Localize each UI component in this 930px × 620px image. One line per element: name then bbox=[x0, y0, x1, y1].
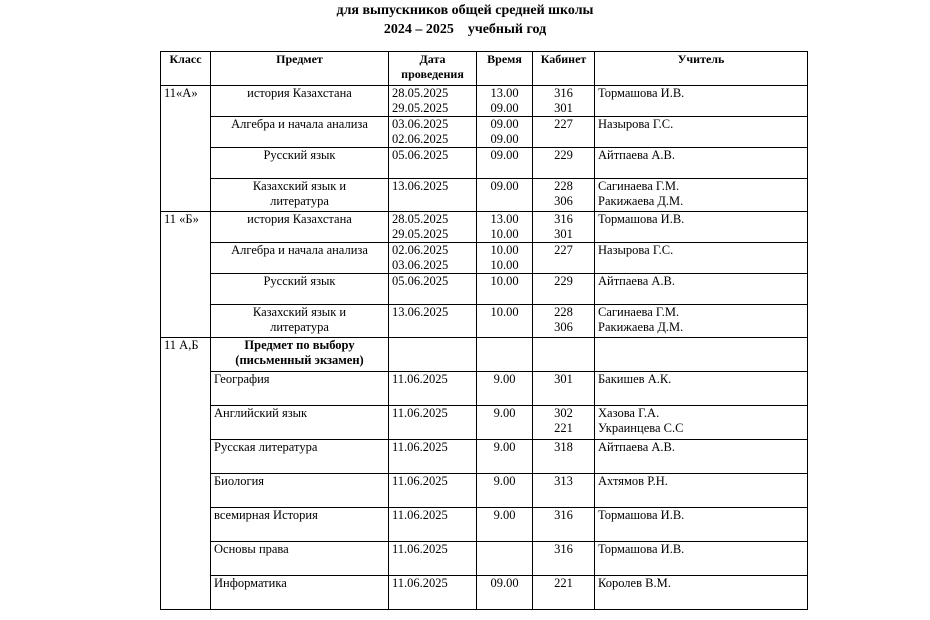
time-cell bbox=[477, 179, 533, 212]
room-cell bbox=[533, 274, 595, 305]
time-cell bbox=[477, 86, 533, 117]
subject-cell bbox=[211, 148, 389, 179]
room-cell-line1: 227 bbox=[554, 117, 573, 131]
time-cell bbox=[477, 305, 533, 338]
teacher-cell bbox=[595, 305, 808, 338]
room-cell-line2: 301 bbox=[554, 101, 573, 115]
room-cell-line1: 316 bbox=[554, 86, 573, 100]
table-row bbox=[161, 372, 808, 406]
time-cell-line1: 9.00 bbox=[493, 440, 516, 454]
subject-cell-line2: литература bbox=[270, 194, 329, 208]
date-cell bbox=[389, 338, 477, 372]
subject-cell bbox=[211, 508, 389, 542]
teacher-cell-line1: Тормашова И.В. bbox=[598, 86, 685, 100]
subject-cell bbox=[211, 305, 389, 338]
room-cell bbox=[533, 305, 595, 338]
table-row bbox=[161, 305, 808, 338]
teacher-cell bbox=[595, 338, 808, 372]
column-header-teacher: Учитель bbox=[595, 52, 808, 86]
room-cell-line1: 221 bbox=[554, 576, 573, 590]
column-header-time: Время bbox=[477, 52, 533, 86]
teacher-cell-line1: Хазова Г.А. bbox=[598, 406, 660, 420]
room-cell bbox=[533, 338, 595, 372]
table-row bbox=[161, 179, 808, 212]
date-cell-line1: 11.06.2025 bbox=[392, 474, 448, 488]
class-cell-line1: 11 «Б» bbox=[164, 212, 199, 226]
date-cell-line1: 13.06.2025 bbox=[392, 179, 449, 193]
teacher-cell bbox=[595, 474, 808, 508]
time-cell bbox=[477, 372, 533, 406]
subject-cell-line1: Алгебра и начала анализа bbox=[231, 243, 368, 257]
teacher-cell-line1: Айтпаева А.В. bbox=[598, 274, 675, 288]
exam-schedule-table bbox=[160, 51, 808, 610]
teacher-cell bbox=[595, 406, 808, 440]
room-cell bbox=[533, 508, 595, 542]
teacher-cell-line2: Украинцева С.С bbox=[598, 421, 684, 435]
subject-cell-line2: литература bbox=[270, 320, 329, 334]
subject-cell bbox=[211, 406, 389, 440]
date-cell bbox=[389, 117, 477, 148]
table-row bbox=[161, 576, 808, 610]
time-cell-line1: 09.00 bbox=[490, 148, 519, 162]
date-cell-line1: 13.06.2025 bbox=[392, 305, 449, 319]
table-row bbox=[161, 406, 808, 440]
date-cell bbox=[389, 576, 477, 610]
table-row bbox=[161, 86, 808, 117]
subject-cell bbox=[211, 576, 389, 610]
teacher-cell bbox=[595, 212, 808, 243]
time-cell-line2: 10.00 bbox=[490, 258, 519, 272]
room-cell bbox=[533, 474, 595, 508]
time-cell-line2: 09.00 bbox=[490, 132, 519, 146]
teacher-cell bbox=[595, 440, 808, 474]
time-cell bbox=[477, 542, 533, 576]
teacher-cell bbox=[595, 86, 808, 117]
room-cell-line1: 313 bbox=[554, 474, 573, 488]
time-cell-line1: 13.00 bbox=[490, 86, 519, 100]
date-cell bbox=[389, 542, 477, 576]
room-cell bbox=[533, 212, 595, 243]
academic-year: 2024 – 2025 bbox=[383, 22, 454, 37]
room-cell-line1: 318 bbox=[554, 440, 573, 454]
column-header-date bbox=[389, 52, 477, 86]
date-cell bbox=[389, 179, 477, 212]
date-cell bbox=[389, 474, 477, 508]
class-cell bbox=[161, 86, 211, 212]
subject-cell-line1: Русский язык bbox=[263, 148, 336, 162]
subject-cell-line1: Биология bbox=[214, 474, 265, 488]
date-cell-line1: 28.05.2025 bbox=[392, 86, 449, 100]
time-cell-line1: 09.00 bbox=[490, 576, 519, 590]
class-cell-line1: 11«А» bbox=[164, 86, 198, 100]
date-cell bbox=[389, 243, 477, 274]
time-cell bbox=[477, 474, 533, 508]
teacher-cell-line1: Ахтямов Р.Н. bbox=[598, 474, 668, 488]
table-row bbox=[161, 148, 808, 179]
time-cell bbox=[477, 338, 533, 372]
time-cell-line1: 13.00 bbox=[490, 212, 519, 226]
subject-cell bbox=[211, 474, 389, 508]
elective-header-cell bbox=[211, 338, 389, 372]
time-cell bbox=[477, 212, 533, 243]
room-cell-line1: 228 bbox=[554, 305, 573, 319]
room-cell-line1: 316 bbox=[554, 542, 573, 556]
date-cell bbox=[389, 212, 477, 243]
room-cell bbox=[533, 440, 595, 474]
column-header-subject: Предмет bbox=[211, 52, 389, 86]
date-cell-line1: 11.06.2025 bbox=[392, 406, 448, 420]
teacher-cell-line1: Королев В.М. bbox=[598, 576, 671, 590]
subject-cell-line1: история Казахстана bbox=[247, 86, 352, 100]
subject-cell bbox=[211, 542, 389, 576]
subject-cell-line1: Английский язык bbox=[214, 406, 308, 420]
teacher-cell-line1: Тормашова И.В. bbox=[598, 542, 685, 556]
room-cell bbox=[533, 86, 595, 117]
date-cell bbox=[389, 86, 477, 117]
teacher-cell bbox=[595, 243, 808, 274]
date-cell-line2: 02.06.2025 bbox=[392, 132, 449, 146]
date-cell bbox=[389, 372, 477, 406]
teacher-cell-line2: Ракижаева Д.М. bbox=[598, 194, 684, 208]
teacher-cell-line1: Бакишев А.К. bbox=[598, 372, 672, 386]
teacher-cell bbox=[595, 179, 808, 212]
teacher-cell bbox=[595, 508, 808, 542]
subject-cell-line1: Основы права bbox=[214, 542, 289, 556]
time-cell-line2: 10.00 bbox=[490, 227, 519, 241]
elective-header-row bbox=[161, 338, 808, 372]
room-cell bbox=[533, 576, 595, 610]
teacher-cell-line1: Назырова Г.С. bbox=[598, 117, 674, 131]
teacher-cell-line1: Назырова Г.С. bbox=[598, 243, 674, 257]
subject-cell bbox=[211, 212, 389, 243]
teacher-cell bbox=[595, 274, 808, 305]
time-cell bbox=[477, 576, 533, 610]
subject-cell-line1: Русская литература bbox=[214, 440, 318, 454]
date-cell bbox=[389, 440, 477, 474]
date-cell-line1: 11.06.2025 bbox=[392, 508, 448, 522]
teacher-cell-line1: Айтпаева А.В. bbox=[598, 440, 675, 454]
subject-cell bbox=[211, 179, 389, 212]
subject-cell-line1: География bbox=[214, 372, 270, 386]
room-cell-line1: 227 bbox=[554, 243, 573, 257]
time-cell-line1: 09.00 bbox=[490, 117, 519, 131]
table-row bbox=[161, 212, 808, 243]
time-cell bbox=[477, 148, 533, 179]
subject-cell-line1: всемирная История bbox=[214, 508, 318, 522]
time-cell-line1: 9.00 bbox=[493, 406, 516, 420]
date-cell-line1: 05.06.2025 bbox=[392, 274, 449, 288]
subject-cell bbox=[211, 372, 389, 406]
time-cell bbox=[477, 274, 533, 305]
date-cell-line1: 11.06.2025 bbox=[392, 576, 448, 590]
teacher-cell bbox=[595, 576, 808, 610]
room-cell-line1: 228 bbox=[554, 179, 573, 193]
table-row bbox=[161, 508, 808, 542]
room-cell-line1: 229 bbox=[554, 274, 573, 288]
time-cell bbox=[477, 117, 533, 148]
table-header-row bbox=[161, 52, 808, 86]
time-cell-line1: 9.00 bbox=[493, 508, 516, 522]
date-cell bbox=[389, 406, 477, 440]
date-cell-line2: 03.06.2025 bbox=[392, 258, 449, 272]
room-cell-line2: 221 bbox=[554, 421, 573, 435]
document-title-year bbox=[0, 21, 930, 38]
date-cell-line2: 29.05.2025 bbox=[392, 227, 449, 241]
teacher-cell-line1: Сагинаева Г.М. bbox=[598, 179, 680, 193]
date-cell bbox=[389, 508, 477, 542]
academic-year-suffix: учебный год bbox=[467, 22, 547, 37]
subject-cell-line1: Русский язык bbox=[263, 274, 336, 288]
date-cell-line1: 11.06.2025 bbox=[392, 372, 448, 386]
room-cell-line1: 301 bbox=[554, 372, 573, 386]
subject-cell bbox=[211, 117, 389, 148]
time-cell-line1: 10.00 bbox=[490, 274, 519, 288]
subject-cell-line1: Казахский язык и bbox=[252, 179, 347, 193]
subject-cell-line1: история Казахстана bbox=[247, 212, 352, 226]
class-cell bbox=[161, 338, 211, 610]
teacher-cell-line1: Тормашова И.В. bbox=[598, 508, 685, 522]
time-cell-line1: 09.00 bbox=[490, 179, 519, 193]
teacher-cell bbox=[595, 372, 808, 406]
room-cell bbox=[533, 117, 595, 148]
subject-cell bbox=[211, 440, 389, 474]
table-row bbox=[161, 243, 808, 274]
room-cell bbox=[533, 542, 595, 576]
room-cell bbox=[533, 148, 595, 179]
room-cell bbox=[533, 406, 595, 440]
subject-cell bbox=[211, 243, 389, 274]
teacher-cell-line1: Айтпаева А.В. bbox=[598, 148, 675, 162]
class-cell-line1: 11 А,Б bbox=[164, 338, 199, 352]
subject-cell-line1: Алгебра и начала анализа bbox=[231, 117, 368, 131]
date-cell bbox=[389, 305, 477, 338]
time-cell-line1: 10.00 bbox=[490, 243, 519, 257]
time-cell-line2: 09.00 bbox=[490, 101, 519, 115]
time-cell bbox=[477, 508, 533, 542]
time-cell-line1: 9.00 bbox=[493, 372, 516, 386]
time-cell-line1: 10.00 bbox=[490, 305, 519, 319]
document-title-line1: для выпускников общей средней школы bbox=[336, 3, 594, 18]
column-header-date-line2: проведения bbox=[401, 67, 464, 81]
room-cell-line2: 306 bbox=[554, 320, 573, 334]
time-cell bbox=[477, 406, 533, 440]
elective-header-cell-line2: (письменный экзамен) bbox=[235, 353, 364, 367]
room-cell-line1: 316 bbox=[554, 212, 573, 226]
room-cell-line2: 301 bbox=[554, 227, 573, 241]
teacher-cell-line2: Ракижаева Д.М. bbox=[598, 320, 684, 334]
date-cell-line2: 29.05.2025 bbox=[392, 101, 449, 115]
room-cell bbox=[533, 179, 595, 212]
time-cell bbox=[477, 243, 533, 274]
teacher-cell bbox=[595, 542, 808, 576]
elective-header-cell-line1: Предмет по выбору bbox=[244, 338, 355, 352]
time-cell-line1: 9.00 bbox=[493, 474, 516, 488]
teacher-cell bbox=[595, 148, 808, 179]
date-cell-line1: 05.06.2025 bbox=[392, 148, 449, 162]
date-cell-line1: 03.06.2025 bbox=[392, 117, 449, 131]
room-cell bbox=[533, 372, 595, 406]
room-cell-line2: 306 bbox=[554, 194, 573, 208]
date-cell-line1: 11.06.2025 bbox=[392, 542, 448, 556]
subject-cell bbox=[211, 274, 389, 305]
date-cell-line1: 28.05.2025 bbox=[392, 212, 449, 226]
column-header-class: Класс bbox=[161, 52, 211, 86]
column-header-room: Кабинет bbox=[533, 52, 595, 86]
room-cell-line1: 316 bbox=[554, 508, 573, 522]
date-cell bbox=[389, 274, 477, 305]
teacher-cell-line1: Тормашова И.В. bbox=[598, 212, 685, 226]
subject-cell-line1: Казахский язык и bbox=[252, 305, 347, 319]
date-cell-line1: 02.06.2025 bbox=[392, 243, 449, 257]
table-row bbox=[161, 474, 808, 508]
table-body bbox=[161, 86, 808, 610]
date-cell bbox=[389, 148, 477, 179]
teacher-cell bbox=[595, 117, 808, 148]
room-cell bbox=[533, 243, 595, 274]
table-row bbox=[161, 440, 808, 474]
subject-cell bbox=[211, 86, 389, 117]
column-header-date-line1: Дата bbox=[419, 52, 446, 66]
table-row bbox=[161, 542, 808, 576]
table-row bbox=[161, 117, 808, 148]
subject-cell-line1: Информатика bbox=[214, 576, 287, 590]
teacher-cell-line1: Сагинаева Г.М. bbox=[598, 305, 680, 319]
time-cell bbox=[477, 440, 533, 474]
class-cell bbox=[161, 212, 211, 338]
room-cell-line1: 302 bbox=[554, 406, 573, 420]
date-cell-line1: 11.06.2025 bbox=[392, 440, 448, 454]
room-cell-line1: 229 bbox=[554, 148, 573, 162]
table-row bbox=[161, 274, 808, 305]
